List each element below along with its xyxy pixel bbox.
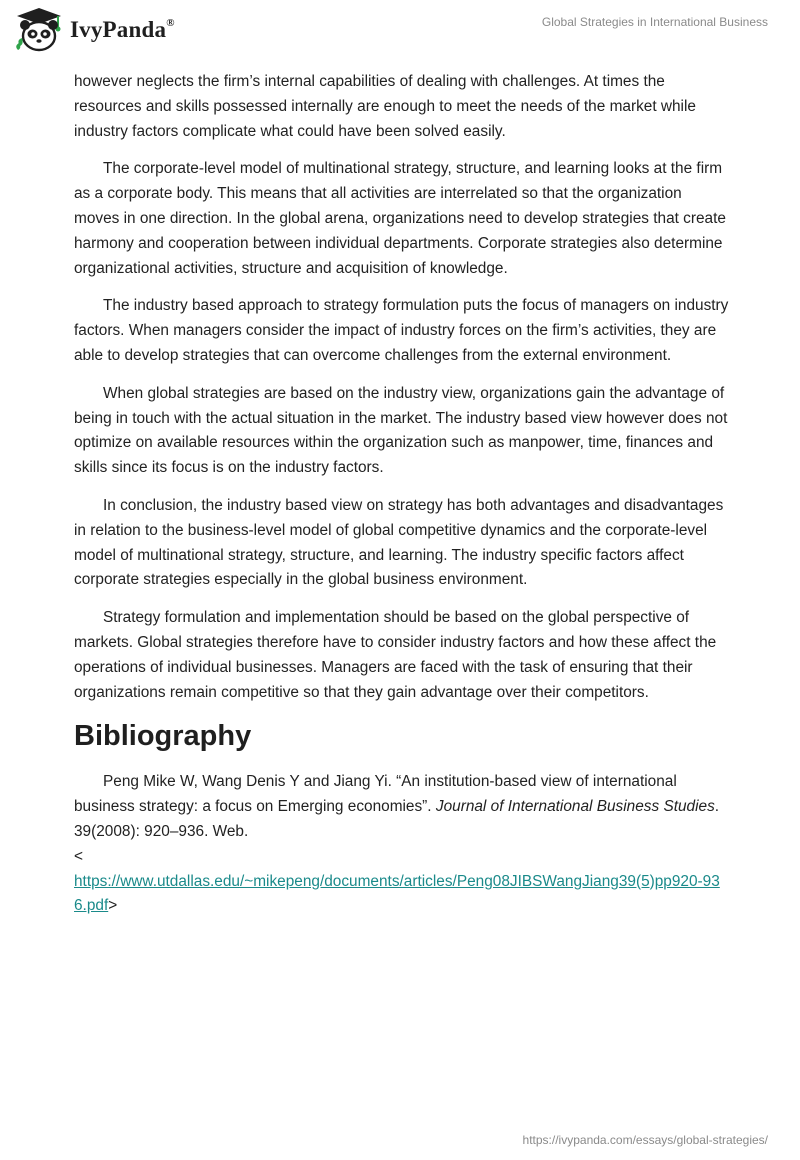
- document-title: Global Strategies in International Business: [541, 15, 768, 29]
- paragraph: Strategy formulation and implementation should be based on the global perspective of markets. Global strategies therefore have to consider industry factors and how these affect the operations of individual businesses. Managers are faced with the task of ensuring that their organizations remain competitive so that they gain advantage over their competitors.: [74, 609, 717, 701]
- paragraph: When global strategies are based on the industry view, organizations gain the advantage of being in touch with the actual situation in the market. The industry based view however does not optimize on available resources within the organization such as manpower, time, finances and skills since its focus is on the industry factors.: [74, 384, 728, 477]
- panda-graduate-icon: [14, 6, 64, 54]
- ivypanda-logo[interactable]: [14, 6, 175, 54]
- reference-journal: Journal of International Business Studies: [435, 798, 715, 816]
- page-header: [0, 0, 800, 60]
- paragraph: In conclusion, the industry based view on strategy has both advantages and disadvantages in relation to the business-level model of global competitive dynamics and the corporate-level model of multinational strategy, structure, and learning. The industry specific factors affect corporate strategies especially in the global business environment.: [74, 496, 724, 589]
- essay-body: [74, 70, 730, 919]
- footer-url: https://ivypanda.com/essays/global-strategies/: [522, 1133, 768, 1147]
- reference-tail: . 39(2008): 920–936. Web.: [74, 798, 720, 840]
- bibliography-entry: [74, 770, 730, 844]
- paragraph: however neglects the firm’s internal capabilities of dealing with challenges. At times the resources and skills possessed internally are enough to meet the needs of the market while industry factors complicate what could have been solved easily.: [74, 73, 696, 140]
- reference-link[interactable]: https://www.utdallas.edu/~mikepeng/documents/articles/Peng08JIBSWangJiang39(5)pp920-936.pdf: [74, 872, 720, 915]
- reference-url-line: [74, 870, 730, 920]
- close-bracket: >: [108, 897, 118, 915]
- brand-name: IvyPanda®: [70, 17, 175, 42]
- bibliography-heading: Bibliography: [74, 720, 252, 753]
- reference-text: Peng Mike W, Wang Denis Y and Jiang Yi. “An institution-based view of international business strategy: a focus on Emerging economies”.: [74, 773, 677, 816]
- open-bracket: <: [74, 847, 83, 865]
- paragraph: The industry based approach to strategy formulation puts the focus of managers on industry factors. When managers consider the impact of industry forces on the firm’s activities, they are able to develop strategies that can overcome challenges from the external environment.: [74, 297, 729, 364]
- paragraph: The corporate-level model of multinational strategy, structure, and learning looks at the firm as a corporate body. This means that all activities are interrelated so that the organization moves in one direction. In the global arena, organizations need to develop strategies that create harmony and cooperation between individual departments. Corporate strategies also determine organizational activities, structure and acquisition of knowledge.: [74, 160, 726, 277]
